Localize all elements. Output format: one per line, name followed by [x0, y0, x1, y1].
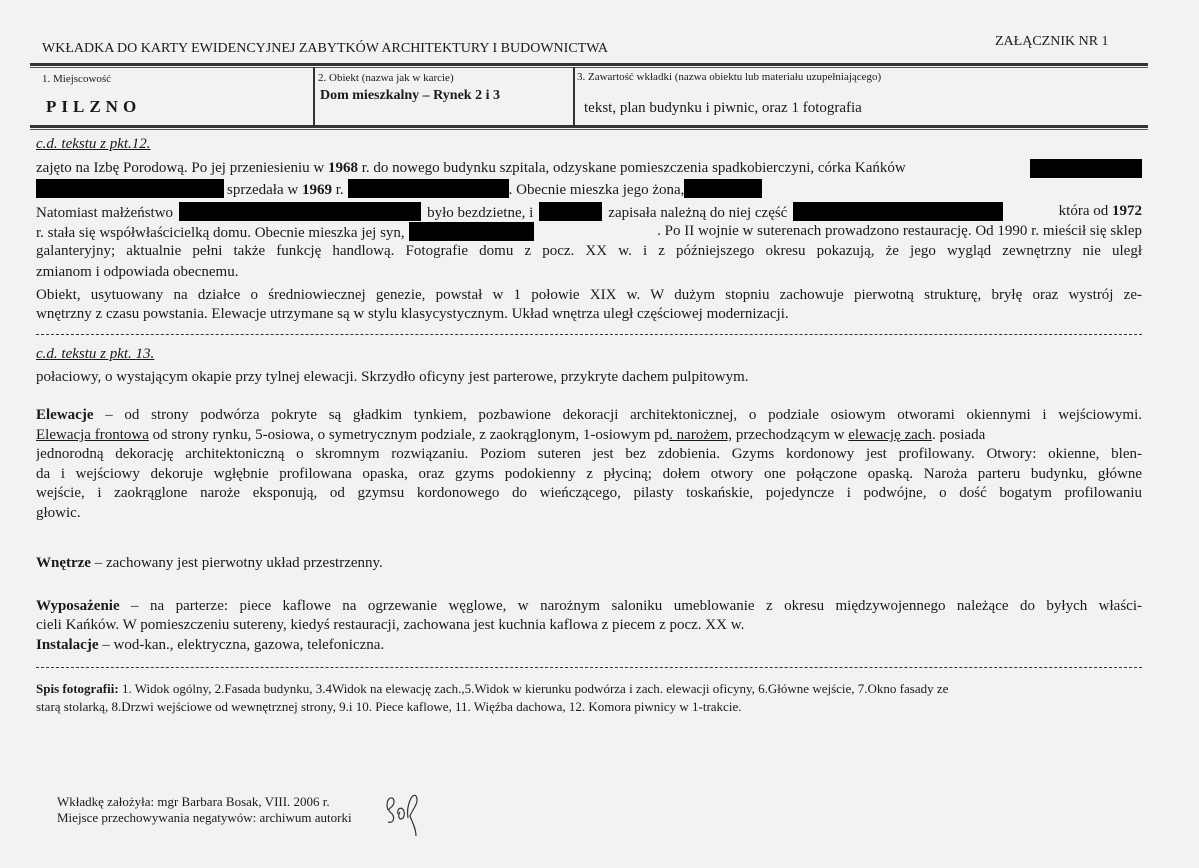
text-line: zajęto na Izbę Porodową. Po jej przeniesieniu w 1968 r. do nowego budynku szpitala, odzyskane pomieszczenia spadkobierczyni, córka Kańków — [36, 159, 1142, 177]
text-line: wnętrzny z czasu powstania. Elewacje utrzymane są w stylu klasycystycznym. Układ wnętrza uległ częściowej modernizacji. — [36, 306, 789, 322]
header-rule-top — [30, 63, 1148, 68]
photo-list-line: Spis fotografii: 1. Widok ogólny, 2.Fasada budynku, 3.4Widok na elewację zach.,5.Widok w kierunku podwórza i zach. elewacji oficyny, 6.Główne wejście, 7.Okno fasady ze — [36, 681, 949, 696]
field-value-contents: tekst, plan budynku i piwnic, oraz 1 fotografia — [584, 100, 862, 116]
document-title: WKŁADKA DO KARTY EWIDENCYJNEJ ZABYTKÓW ARCHITEKTURY I BUDOWNICTWA — [42, 41, 608, 56]
redaction — [1030, 159, 1142, 178]
storage-line: Miejsce przechowywania negatywów: archiwum autorki — [57, 810, 352, 825]
author-line: Wkładkę założyła: mgr Barbara Bosak, VIII. 2006 r. — [57, 794, 330, 809]
text-line: Obiekt, usytuowany na działce o średniowiecznej genezie, powstał w 1 połowie XIX w. W dużym stopniu zachowuje pierwotną strukturę, bryłę oraz wystrój ze- — [36, 287, 1142, 303]
redaction — [348, 179, 509, 198]
text-line: galanteryjny; aktualnie pełni także funkcję handlową. Fotografie domu z pocz. XX w. i z późniejszego okresu pokazują, że jego wygląd zewnętrzny nie uległ — [36, 243, 1142, 259]
field-value-object: Dom mieszkalny – Rynek 2 i 3 — [320, 88, 500, 103]
text-line: Elewacje – od strony podwórza pokryte są gładkim tynkiem, pozbawione dekoracji architektonicznej, o podziale osiowym otworami okiennymi i wejściowymi. — [36, 407, 1142, 423]
text-line: jednorodną dekorację architektoniczną o skromnym rozwiązaniu. Poziom suteren jest bez zdobienia. Gzyms kordonowy jest profilowany. Otwory: okienne, blen- — [36, 446, 1142, 462]
text-line: Wnętrze – zachowany jest pierwotny układ przestrzenny. — [36, 555, 383, 571]
redaction — [179, 202, 421, 221]
text-line: połaciowy, o wystającym okapie przy tylnej elewacji. Skrzydło oficyny jest parterowe, przykryte dachem pulpitowym. — [36, 369, 749, 385]
text-line: sprzedała w 1969 r. . Obecnie mieszka jego żona, — [36, 179, 1142, 199]
text-line: Natomiast małżeństwo było bezdzietne, i zapisała należną do niej część która od 1972 — [36, 203, 1142, 221]
text-line: wejście, i zaokrąglone naroże eksponują, od gzymsu kordonowego do wieńczącego, pilasty toskańskie, pojedyncze i podwójne, o dość bogatym profilowaniu — [36, 485, 1142, 501]
text-line: da i wejściowy dekoruje wgłębnie profilowana opaska, oraz gzyms podokienny z płyciną; dołem otwory one połączone opaską. Naroża parteru budynku, główne — [36, 466, 1142, 482]
section-13-heading: c.d. tekstu z pkt. 13. — [36, 346, 155, 362]
signature — [382, 788, 426, 838]
attachment-number: ZAŁĄCZNIK NR 1 — [995, 34, 1109, 49]
field-label-object: 2. Obiekt (nazwa jak w karcie) — [318, 72, 454, 84]
column-divider — [313, 67, 315, 127]
photo-list-line: starą stolarką, 8.Drzwi wejściowe od wewnętrznej strony, 9.i 10. Piece kaflowe, 11. Więźba dachowa, 12. Komora piwnicy w 1-trakcie. — [36, 699, 742, 714]
text-line: r. stała się współwłaścicielką domu. Obecnie mieszka jej syn, . Po II wojnie w suterenach prowadzono restaurację. Od 1990 r. mieścił się sklep — [36, 223, 1142, 241]
text-line: Elewacja frontowa od strony rynku, 5-osiowa, o symetrycznym podziale, z zaokrąglonym, 1-osiowym pd. narożem, przechodzącym w elewację zach. posiada — [36, 427, 986, 443]
header-rule-bottom — [30, 125, 1148, 130]
dashed-separator — [36, 667, 1142, 668]
dashed-separator — [36, 334, 1142, 335]
field-label-contents: 3. Zawartość wkładki (nazwa obiektu lub materiału uzupełniającego) — [577, 71, 882, 83]
text-line: głowic. — [36, 505, 81, 521]
redaction — [793, 202, 1003, 221]
redaction — [539, 202, 602, 221]
redaction — [409, 222, 534, 241]
text-line: Wyposażenie – na parterze: piece kaflowe na ogrzewanie węglowe, w narożnym saloniku umeblowanie z okresu międzywojennego należące do byłych właści- — [36, 598, 1142, 614]
field-value-locality: PILZNO — [46, 97, 142, 116]
redaction — [36, 179, 224, 198]
text-line: cieli Kańków. W pomieszczeniu sutereny, kiedyś restauracji, zachowana jest kuchnia kaflowa z piecem z pocz. XX w. — [36, 617, 745, 633]
text-line: Instalacje – wod-kan., elektryczna, gazowa, telefoniczna. — [36, 637, 385, 653]
text-line: zmianom i odpowiada obecnemu. — [36, 264, 239, 280]
column-divider — [573, 67, 575, 127]
field-label-locality: 1. Miejscowość — [42, 73, 112, 85]
section-12-heading: c.d. tekstu z pkt.12. — [36, 136, 151, 152]
redaction — [684, 179, 762, 198]
